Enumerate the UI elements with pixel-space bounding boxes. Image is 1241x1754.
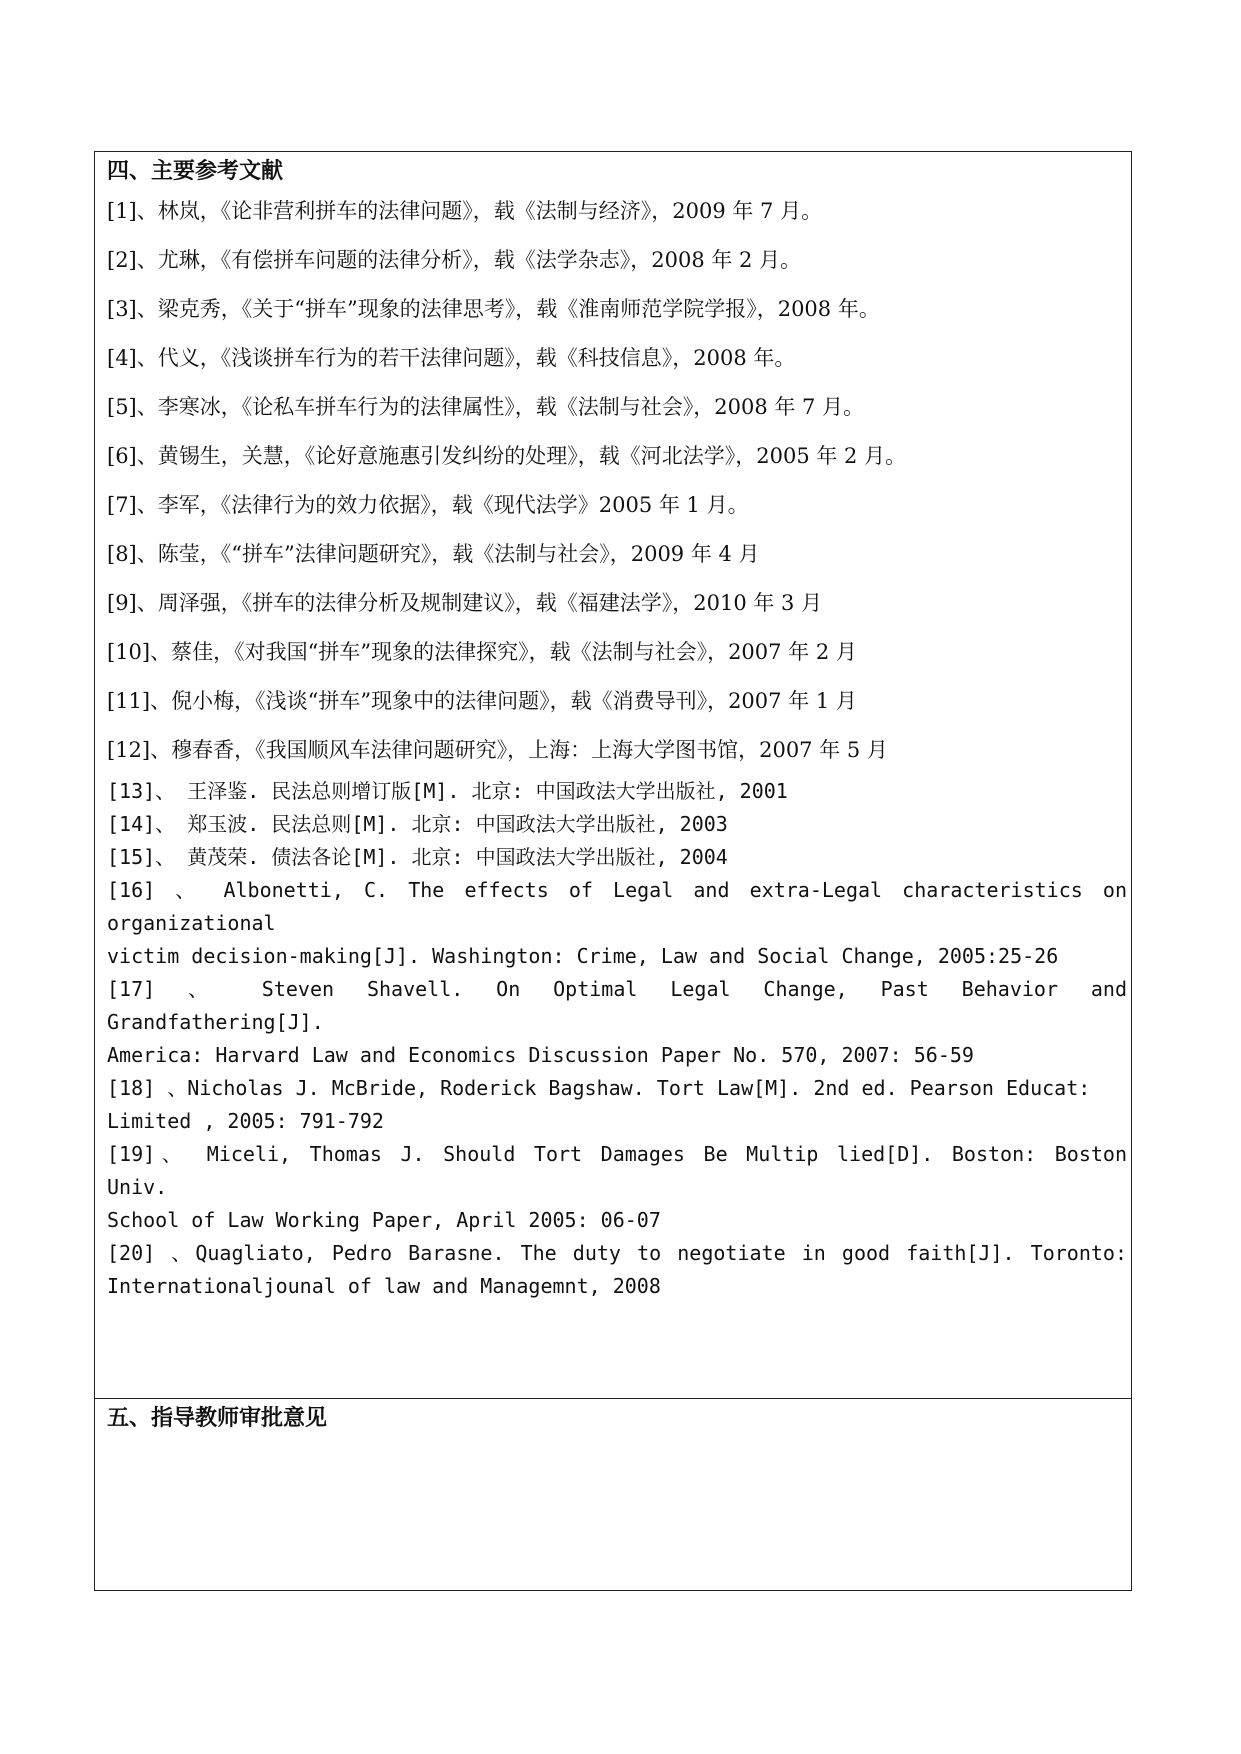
references-section — [95, 152, 1131, 1399]
reference-item: [8]、陈莹，《“拼车”法律问题研究》，载《法制与社会》，2009 年 4 月 — [107, 542, 760, 566]
proposal-form-table — [94, 151, 1132, 1591]
reference-item: [2]、尤琳，《有偿拼车问题的法律分析》，载《法学杂志》，2008 年 2 月。 — [107, 248, 802, 272]
reference-line: Internationaljounal of law and Managemnt, 2008 — [107, 1274, 661, 1298]
reference-item: [12]、穆春香，《我国顺风车法律问题研究》，上海：上海大学图书馆，2007 年 5 月 — [107, 738, 888, 762]
reference-line: [17] 、 Steven Shavell. On Optimal Legal Change, Past Behavior and — [107, 977, 1127, 1001]
reference-item: [11]、倪小梅，《浅谈“拼车”现象中的法律问题》，载《消费导刊》，2007 年 1 月 — [107, 689, 857, 713]
reference-line: [15]、 黄茂荣. 债法各论[M]. 北京: 中国政法大学出版社, 2004 — [107, 845, 728, 869]
approval-heading: 五、指导教师审批意见 — [107, 1406, 328, 1431]
reference-item: [6]、黄锡生，关慧，《论好意施惠引发纠纷的处理》，载《河北法学》，2005 年 2 月。 — [107, 444, 907, 468]
reference-line: Grandfathering[J]. — [107, 1010, 324, 1034]
reference-item: [7]、李军，《法律行为的效力依据》，载《现代法学》2005 年 1 月。 — [107, 493, 749, 517]
reference-line: victim decision-making[J]. Washington: Crime, Law and Social Change, 2005:25-26 — [107, 944, 1059, 968]
reference-item: [9]、周泽强，《拼车的法律分析及规制建议》，载《福建法学》，2010 年 3 月 — [107, 591, 823, 615]
reference-item: [10]、蔡佳，《对我国“拼车”现象的法律探究》，载《法制与社会》，2007 年 2 月 — [107, 640, 857, 664]
references-heading: 四、主要参考文献 — [107, 159, 284, 184]
reference-line: [16] 、 Albonetti, C. The effects of Legal and extra-Legal characteristics on — [107, 878, 1127, 902]
reference-line: America: Harvard Law and Economics Discussion Paper No. 570, 2007: 56-59 — [107, 1043, 974, 1067]
reference-line: School of Law Working Paper, April 2005: 06-07 — [107, 1208, 661, 1232]
reference-line: organizational — [107, 911, 276, 935]
reference-item: [3]、梁克秀，《关于“拼车”现象的法律思考》，载《淮南师范学院学报》，2008 年。 — [107, 297, 880, 321]
reference-line: Univ. — [107, 1175, 168, 1199]
reference-line: [13]、 王泽鉴. 民法总则增订版[M]. 北京: 中国政法大学出版社, 2001 — [107, 779, 788, 803]
reference-line: [20] 、Quagliato, Pedro Barasne. The duty to negotiate in good faith[J]. Toronto: — [107, 1241, 1127, 1265]
reference-item: [1]、林岚，《论非营利拼车的法律问题》，载《法制与经济》，2009 年 7 月。 — [107, 199, 823, 223]
advisor-approval-section — [95, 1399, 1131, 1590]
reference-item: [5]、李寒冰，《论私车拼车行为的法律属性》，载《法制与社会》，2008 年 7 月。 — [107, 395, 865, 419]
reference-line: [14]、 郑玉波. 民法总则[M]. 北京: 中国政法大学出版社, 2003 — [107, 812, 728, 836]
reference-line: [18] 、Nicholas J. McBride, Roderick Bagshaw. Tort Law[M]. 2nd ed. Pearson Educat: — [107, 1076, 1091, 1100]
reference-line: Limited , 2005: 791-792 — [107, 1109, 384, 1133]
reference-line: [19]、 Miceli, Thomas J. Should Tort Damages Be Multip lied[D]. Boston: Boston — [107, 1142, 1127, 1166]
reference-item: [4]、代义，《浅谈拼车行为的若干法律问题》，载《科技信息》，2008 年。 — [107, 346, 796, 370]
